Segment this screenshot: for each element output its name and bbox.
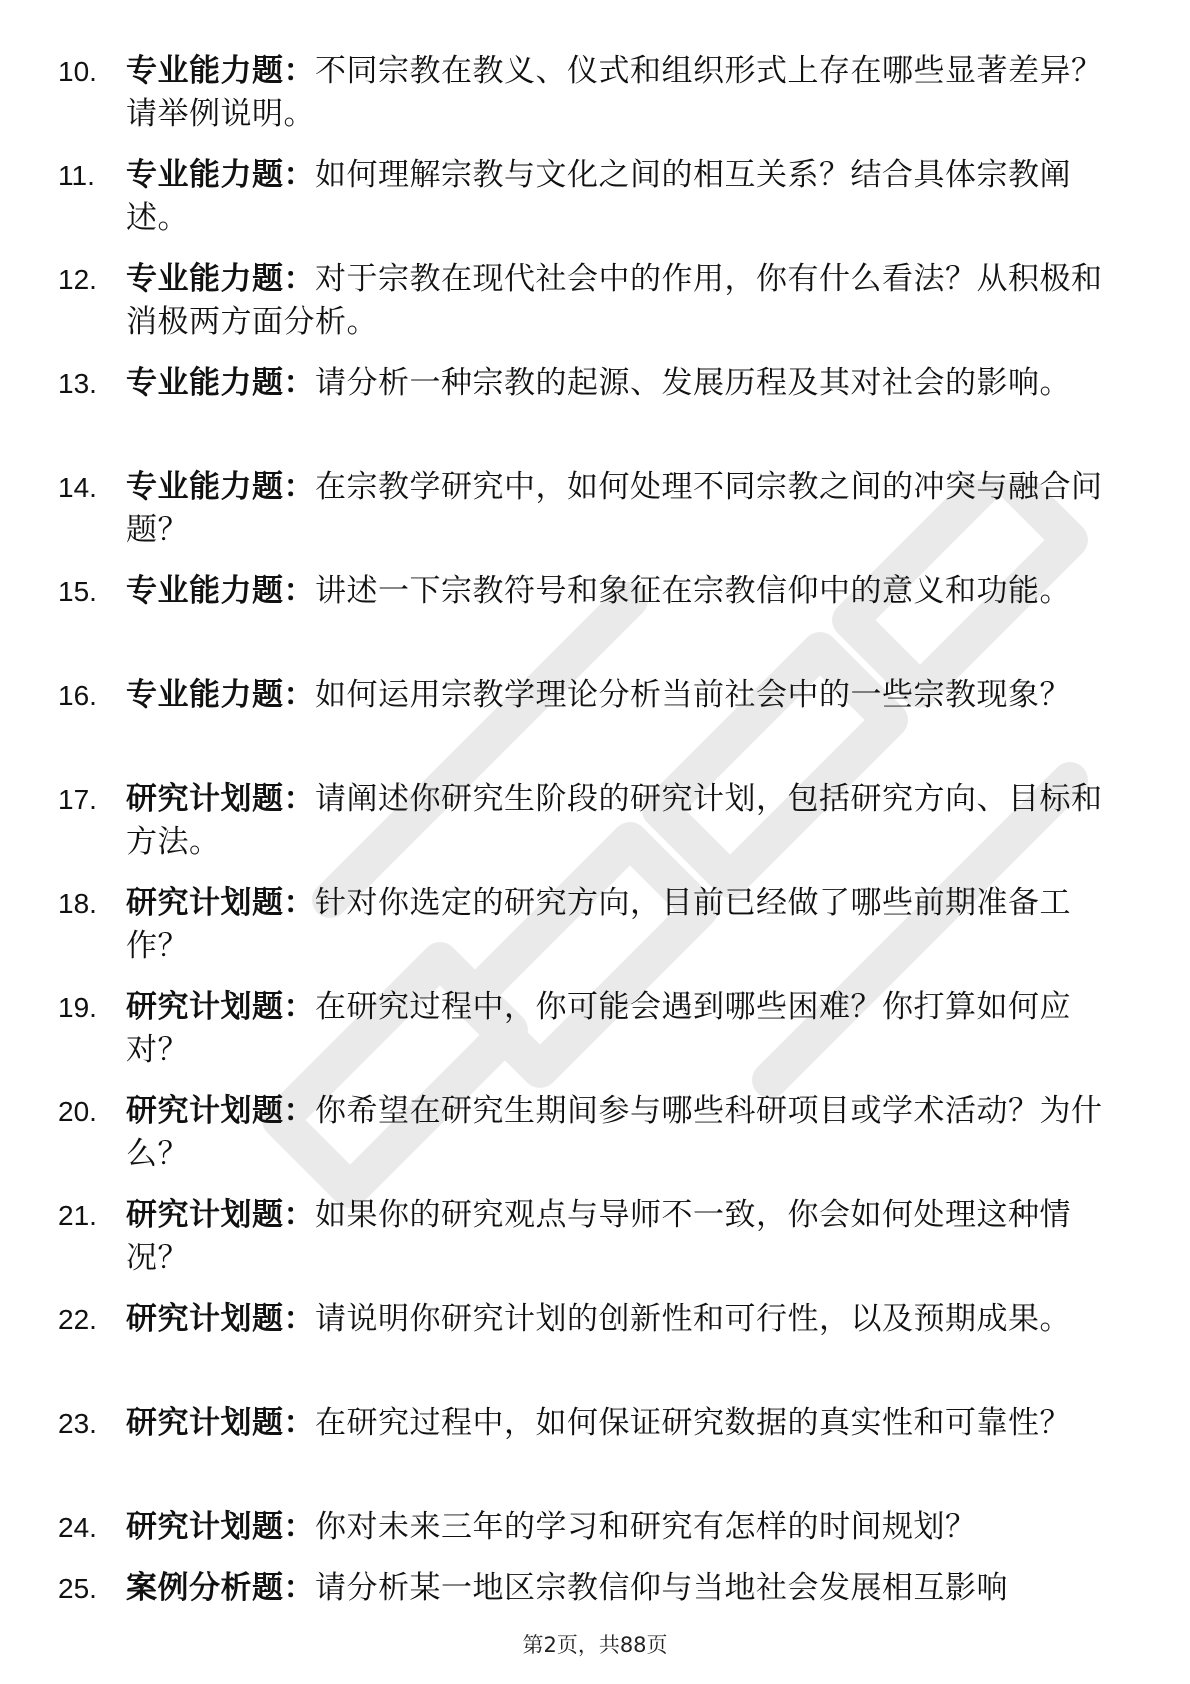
page-footer: 第2页，共88页 [522, 1633, 668, 1657]
question-body: 请说明你研究计划的创新性和可行性，以及预期成果。 [315, 1301, 1071, 1337]
question-category: 专业能力题： [126, 53, 315, 89]
question-text [126, 1506, 1106, 1549]
question-category: 研究计划题： [126, 989, 315, 1025]
question-item [0, 882, 1190, 968]
question-number: 12. [58, 264, 97, 295]
question-number: 13. [58, 368, 97, 399]
question-number: 22. [58, 1304, 97, 1335]
question-text [126, 1567, 1106, 1610]
question-item [0, 674, 1190, 760]
question-number: 11. [58, 160, 95, 191]
question-number: 15. [58, 576, 97, 607]
question-body: 如果你的研究观点与导师不一致，你会如何处理这种情况？ [126, 1197, 1071, 1276]
question-item [0, 362, 1190, 448]
question-number: 24. [58, 1512, 97, 1543]
question-body: 请分析一种宗教的起源、发展历程及其对社会的影响。 [315, 365, 1071, 401]
question-category: 案例分析题： [126, 1570, 315, 1606]
question-text [126, 154, 1106, 240]
question-number: 16. [58, 680, 97, 711]
question-number: 19. [58, 992, 97, 1023]
question-item [0, 50, 1190, 136]
question-number: 20. [58, 1096, 97, 1127]
question-text [126, 1298, 1106, 1341]
question-category: 专业能力题： [126, 573, 315, 609]
question-body: 针对你选定的研究方向，目前已经做了哪些前期准备工作？ [126, 885, 1071, 964]
question-category: 专业能力题： [126, 469, 315, 505]
question-item [0, 1402, 1190, 1488]
question-category: 专业能力题： [126, 157, 315, 193]
question-body: 在研究过程中，你可能会遇到哪些困难？你打算如何应对？ [126, 989, 1071, 1068]
question-body: 不同宗教在教义、仪式和组织形式上存在哪些显著差异？请举例说明。 [126, 53, 1103, 132]
question-number: 25. [58, 1573, 97, 1604]
question-body: 如何理解宗教与文化之间的相互关系？结合具体宗教阐述。 [126, 157, 1071, 236]
question-text [126, 778, 1106, 864]
question-number: 18. [58, 888, 97, 919]
question-text [126, 258, 1106, 344]
question-category: 专业能力题： [126, 677, 315, 713]
question-body: 请分析某一地区宗教信仰与当地社会发展相互影响 [315, 1570, 1008, 1606]
question-item [0, 1506, 1190, 1549]
question-body: 在宗教学研究中，如何处理不同宗教之间的冲突与融合问题？ [126, 469, 1103, 548]
question-item [0, 1298, 1190, 1384]
question-number: 14. [58, 472, 97, 503]
question-category: 研究计划题： [126, 885, 315, 921]
question-body: 请阐述你研究生阶段的研究计划，包括研究方向、目标和方法。 [126, 781, 1103, 860]
question-body: 如何运用宗教学理论分析当前社会中的一些宗教现象？ [315, 677, 1071, 713]
question-body: 你对未来三年的学习和研究有怎样的时间规划？ [315, 1509, 977, 1545]
question-body: 讲述一下宗教符号和象征在宗教信仰中的意义和功能。 [315, 573, 1071, 609]
question-text [126, 1090, 1106, 1176]
question-text [126, 570, 1106, 613]
question-category: 研究计划题： [126, 1405, 315, 1441]
question-text [126, 50, 1106, 136]
question-number: 23. [58, 1408, 97, 1439]
question-body: 在研究过程中，如何保证研究数据的真实性和可靠性？ [315, 1405, 1071, 1441]
question-text [126, 362, 1106, 405]
question-text [126, 986, 1106, 1072]
question-number: 17. [58, 784, 97, 815]
question-text [126, 1194, 1106, 1280]
question-text [126, 882, 1106, 968]
question-category: 研究计划题： [126, 1093, 315, 1129]
question-body: 你希望在研究生期间参与哪些科研项目或学术活动？为什么？ [126, 1093, 1103, 1172]
question-body: 对于宗教在现代社会中的作用，你有什么看法？从积极和消极两方面分析。 [126, 261, 1103, 340]
question-item [0, 466, 1190, 552]
question-category: 研究计划题： [126, 1301, 315, 1337]
question-list [0, 50, 1190, 1628]
question-number: 10. [58, 56, 97, 87]
question-item [0, 1194, 1190, 1280]
question-category: 专业能力题： [126, 261, 315, 297]
question-item [0, 258, 1190, 344]
question-category: 研究计划题： [126, 1509, 315, 1545]
question-item [0, 1090, 1190, 1176]
question-text [126, 1402, 1106, 1445]
question-text [126, 466, 1106, 552]
question-item [0, 570, 1190, 656]
question-category: 研究计划题： [126, 1197, 315, 1233]
question-item [0, 986, 1190, 1072]
question-item [0, 1567, 1190, 1610]
question-item [0, 154, 1190, 240]
question-text [126, 674, 1106, 717]
question-category: 研究计划题： [126, 781, 315, 817]
question-item [0, 778, 1190, 864]
question-number: 21. [58, 1200, 97, 1231]
question-category: 专业能力题： [126, 365, 315, 401]
